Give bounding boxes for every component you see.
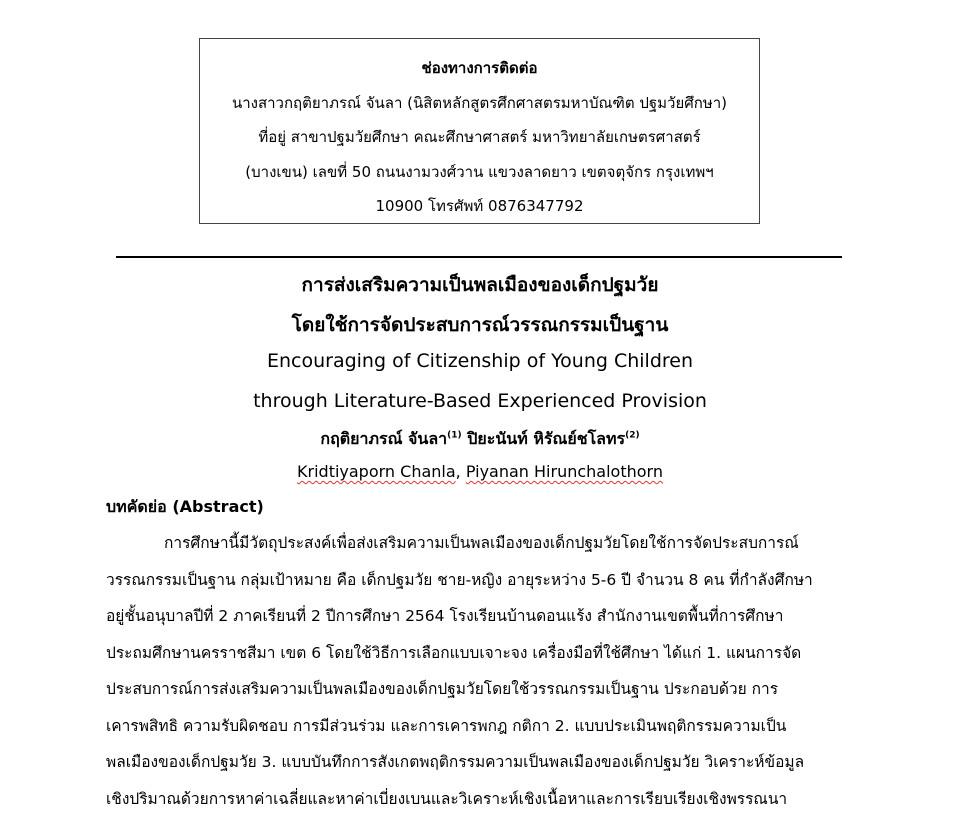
author-1-english: Kridtiyaporn Chanla — [297, 462, 456, 481]
horizontal-rule — [116, 256, 842, 258]
contact-info-box — [199, 38, 760, 224]
abstract-line: อยู่ชั้นอนุบาลปีที่ 2 ภาคเรียนที่ 2 ปีการศึกษา 2564 โรงเรียนบ้านดอนแร้ง สำนักงานเขตพื้นที่การศึกษา — [106, 598, 852, 635]
contact-address-line: ที่อยู่ สาขาปฐมวัยศึกษา คณะศึกษาศาสตร์ มหาวิทยาลัยเกษตรศาสตร์ — [200, 120, 759, 155]
authors-thai — [0, 427, 960, 452]
contact-street-line: (บางเขน) เลขที่ 50 ถนนงามวงศ์วาน แขวงลาดยาว เขตจตุจักร กรุงเทพฯ — [200, 155, 759, 190]
abstract-line: ประถมศึกษานครราชสีมา เขต 6 โดยใช้วิธีการเลือกแบบเจาะจง เครื่องมือที่ใช้ศึกษา ได้แก่ 1. แผนการจัด — [106, 635, 852, 672]
abstract-line: พลเมืองของเด็กปฐมวัย 3. แบบบันทึกการสังเกตพฤติกรรมความเป็นพลเมืองของเด็กปฐมวัย วิเคราะห์ข้อมูล — [106, 744, 852, 781]
abstract-line: เชิงปริมาณด้วยการหาค่าเฉลี่ยและหาค่าเบี่ยงเบนและวิเคราะห์เชิงเนื้อหาและการเรียบเรียงเชิงพรรณนา — [106, 781, 852, 817]
contact-name-line: นางสาวกฤติยาภรณ์ จันลา (นิสิตหลักสูตรศึกศาสตรมหาบัณฑิต ปฐมวัยศึกษา) — [200, 86, 759, 121]
authors-english — [0, 462, 960, 481]
title-thai-line-1: การส่งเสริมความเป็นพลเมืองของเด็กปฐมวัย — [0, 270, 960, 300]
contact-heading: ช่องทางการติดต่อ — [200, 51, 759, 86]
title-thai-line-2: โดยใช้การจัดประสบการณ์วรรณกรรมเป็นฐาน — [0, 310, 960, 340]
abstract-line: การศึกษานี้มีวัตถุประสงค์เพื่อส่งเสริมความเป็นพลเมืองของเด็กปฐมวัยโดยใช้การจัดประสบการณ์ — [106, 525, 852, 562]
abstract-line: เคารพสิทธิ ความรับผิดชอบ การมีส่วนร่วม และการเคารพกฎ กติกา 2. แบบประเมินพฤติกรรมความเป็น — [106, 708, 852, 745]
author-2-thai: ปิยะนันท์ หิรัณย์ชโลทร — [467, 429, 625, 448]
author-2-marker: (2) — [625, 431, 640, 441]
abstract-body — [106, 525, 852, 817]
author-separator: , — [456, 462, 466, 481]
contact-phone-line: 10900 โทรศัพท์ 0876347792 — [200, 189, 759, 224]
abstract-line: วรรณกรรมเป็นฐาน กลุ่มเป้าหมาย คือ เด็กปฐมวัย ชาย-หญิง อายุระหว่าง 5-6 ปี จำนวน 8 คน ที่กำลังศึกษา — [106, 562, 852, 599]
title-english-line-2: through Literature-Based Experienced Provision — [0, 390, 960, 412]
title-english-line-1: Encouraging of Citizenship of Young Children — [0, 350, 960, 372]
abstract-line: ประสบการณ์การส่งเสริมความเป็นพลเมืองของเด็กปฐมวัยโดยใช้วรรณกรรมเป็นฐาน ประกอบด้วย การ — [106, 671, 852, 708]
author-1-marker: (1) — [447, 431, 462, 441]
abstract-heading: บทคัดย่อ (Abstract) — [106, 495, 264, 520]
author-1-thai: กฤติยาภรณ์ จันลา — [320, 429, 447, 448]
author-2-english: Piyanan Hirunchalothorn — [466, 462, 663, 481]
